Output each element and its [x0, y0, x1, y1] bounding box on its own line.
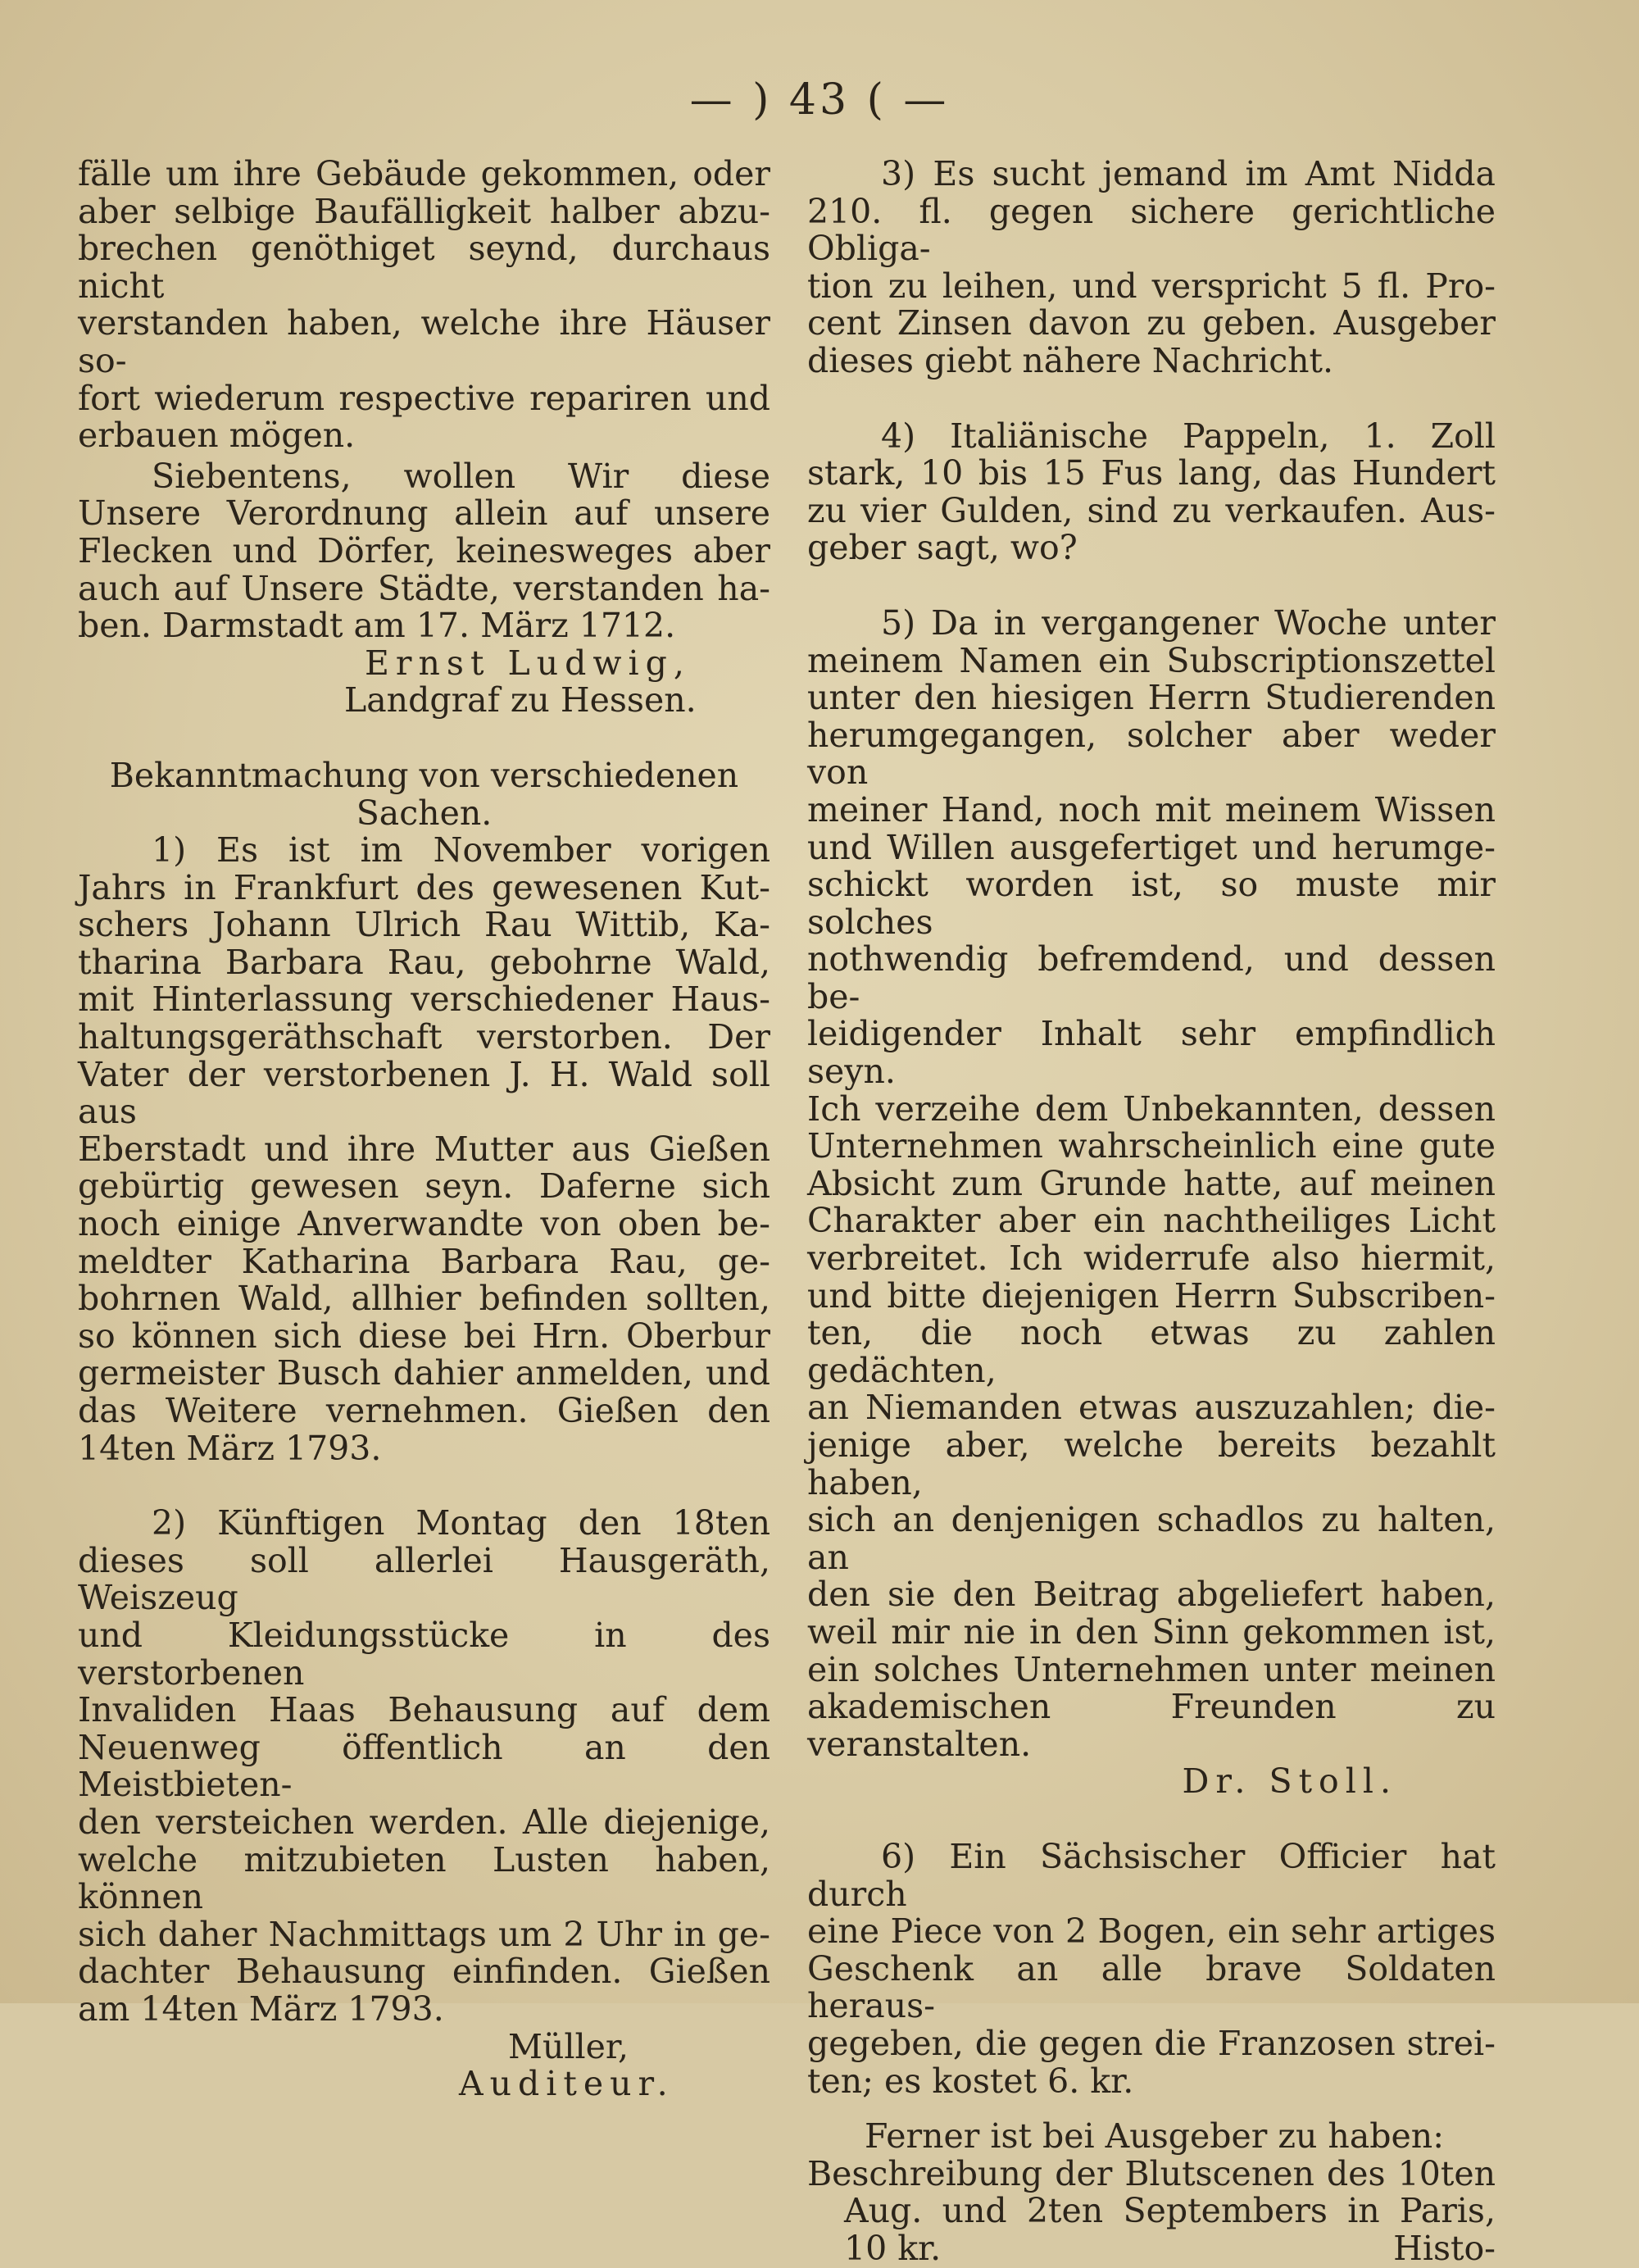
text-line: aber selbige Baufälligkeit halber abzu-: [78, 191, 770, 231]
text-line: Aug. und 2ten Septembers in Paris,: [844, 2191, 1496, 2231]
text-line: 3) Es sucht jemand im Amt Nidda: [881, 154, 1496, 193]
text-line: haltungsgeräthschaft verstorben. Der: [78, 1017, 770, 1057]
text-line: sich an denjenigen schadlos zu halten, an: [807, 1500, 1496, 1577]
seventh-paragraph: [78, 458, 770, 720]
text-line: gebürtig gewesen seyn. Daferne sich: [78, 1166, 770, 1207]
text-line: gegeben, die gegen die Franzosen strei-: [807, 2023, 1496, 2063]
signature-name: Dr. Stoll.: [1182, 1761, 1397, 1802]
text-line: und Willen ausgefertiget und herumge-: [807, 827, 1496, 867]
text-line: bohrnen Wald, allhier befinden sollten,: [78, 1279, 770, 1319]
text-line: meinem Namen ein Subscriptionszettel: [807, 640, 1496, 680]
section-heading-cont: Sachen.: [356, 793, 493, 833]
text-line: ein solches Unternehmen unter meinen: [807, 1649, 1496, 1689]
text-line: schers Johann Ulrich Rau Wittib, Ka-: [78, 905, 770, 945]
text-line: den sie den Beitrag abgeliefert haben,: [807, 1575, 1496, 1615]
text-line: nothwendig befremdend, und dessen be-: [807, 939, 1496, 1016]
price-line: [807, 2230, 1496, 2268]
signature-name: Müller,: [508, 2026, 629, 2066]
left-column: [78, 156, 770, 2103]
text-line: leidigender Inhalt sehr empfindlich seyn.: [807, 1014, 1496, 1092]
text-line: ten, die noch etwas zu zahlen gedächten,: [807, 1313, 1496, 1390]
text-line: Geschenk an alle brave Soldaten heraus-: [807, 1948, 1496, 2026]
text-line: erbauen mögen.: [78, 416, 356, 456]
text-line: dieses soll allerlei Hausgeräth, Weiszeug: [78, 1540, 770, 1618]
text-line: schickt worden ist, so muste mir solches: [807, 865, 1496, 942]
text-line: Absicht zum Grunde hatte, auf meinen: [807, 1163, 1496, 1203]
text-line: 5) Da in vergangener Woche unter: [881, 602, 1496, 643]
text-line: ten; es kostet 6. kr.: [807, 2061, 1134, 2101]
text-line: eine Piece von 2 Bogen, ein sehr artiges: [807, 1911, 1496, 1952]
text-line: verstanden haben, welche ihre Häuser so-: [78, 303, 770, 380]
text-line: zu vier Gulden, sind zu verkaufen. Aus-: [807, 490, 1496, 530]
text-line: Jahrs in Frankfurt des gewesenen Kut-: [78, 867, 770, 907]
notice-5: [807, 602, 1496, 1802]
text-line: welche mitzubieten Lusten haben, können: [78, 1839, 770, 1917]
text-line: herumgegangen, solcher aber weder von: [807, 715, 1496, 793]
text-line: meiner Hand, noch mit meinem Wissen: [807, 789, 1496, 829]
text-line: brechen genöthiget seynd, durchaus nicht: [78, 229, 770, 306]
text-line: Vater der verstorbenen J. H. Wald soll aus: [78, 1054, 770, 1132]
text-line: Ferner ist bei Ausgeber zu haben:: [865, 2116, 1445, 2157]
text-line: fort wiederum respective repariren und: [78, 378, 770, 418]
price: 10 kr.: [844, 2228, 942, 2268]
text-line: Neuenweg öffentlich an den Meistbieten-: [78, 1727, 770, 1805]
text-line: akademischen Freunden zu veranstalten.: [807, 1687, 1496, 1764]
text-line: mit Hinterlassung verschiedener Haus-: [78, 979, 770, 1020]
text-line: 4) Italiänische Pappeln, 1. Zoll: [881, 416, 1496, 456]
text-line: Invaliden Haas Behausung auf dem: [78, 1690, 770, 1730]
text-line: und Kleidungsstücke in des verstorbenen: [78, 1615, 770, 1693]
text-line: weil mir nie in den Sinn gekommen ist,: [807, 1611, 1496, 1652]
text-line: tion zu leihen, und verspricht 5 fl. Pro-: [807, 266, 1496, 306]
text-line: stark, 10 bis 15 Fus lang, das Hundert: [807, 453, 1496, 493]
text-line: 6) Ein Sächsischer Officier hat durch: [807, 1836, 1496, 1914]
text-line: jenige aber, welche bereits bezahlt haben,: [807, 1425, 1496, 1502]
text-line: Unsere Verordnung allein auf unsere: [78, 493, 770, 534]
catchword: Histo-: [1393, 2228, 1496, 2268]
text-line: so können sich diese bei Hrn. Oberbur: [78, 1316, 770, 1356]
text-line: auch auf Unsere Städte, verstanden ha-: [78, 568, 770, 608]
continued-text: [78, 156, 770, 455]
text-line: am 14ten März 1793.: [78, 1988, 444, 2029]
notice-2: [78, 1505, 770, 2103]
section-heading: Bekanntmachung von verschiedenen: [109, 755, 739, 795]
text-line: 1) Es ist im November vorigen: [152, 830, 770, 870]
text-line: verbreitet. Ich widerrufe also hiermit,: [807, 1239, 1496, 1279]
book-advertisement: [807, 2118, 1496, 2267]
text-line: Ich verzeihe dem Unbekannten, dessen: [807, 1089, 1496, 1129]
notice-3: [807, 156, 1496, 380]
text-line: 2) Künftigen Montag den 18ten: [152, 1503, 770, 1543]
page-number: — ) 43 ( —: [689, 75, 950, 125]
text-line: Charakter aber ein nachtheiliges Licht: [807, 1201, 1496, 1241]
text-line: und bitte diejenigen Herrn Subscriben-: [807, 1275, 1496, 1316]
text-line: dieses giebt nähere Nachricht.: [807, 340, 1334, 380]
text-line: tharina Barbara Rau, gebohrne Wald,: [78, 942, 770, 982]
text-line: Siebentens, wollen Wir diese: [152, 456, 770, 496]
text-line: meldter Katharina Barbara Rau, ge-: [78, 1241, 770, 1281]
text-line: geber sagt, wo?: [807, 528, 1078, 568]
text-line: 210. fl. gegen sichere gerichtliche Obliga-: [807, 191, 1496, 269]
text-line: fälle um ihre Gebäude gekommen, oder: [78, 154, 770, 193]
text-line: cent Zinsen davon zu geben. Ausgeber: [807, 303, 1496, 343]
text-line: Beschreibung der Blutscenen des 10ten: [807, 2153, 1496, 2193]
text-line: Unternehmen wahrscheinlich eine gute: [807, 1126, 1496, 1166]
text-line: Flecken und Dörfer, keinesweges aber: [78, 530, 770, 570]
text-line: 14ten März 1793.: [78, 1428, 382, 1468]
signature-title: Landgraf zu Hessen.: [344, 680, 697, 720]
signature-title: Auditeur.: [459, 2064, 674, 2104]
text-line: an Niemanden etwas auszuzahlen; die-: [807, 1388, 1496, 1428]
right-column: [807, 156, 1496, 2267]
text-line: noch einige Anverwandte von oben be-: [78, 1204, 770, 1244]
text-line: germeister Busch dahier anmelden, und: [78, 1353, 770, 1393]
notice-6: [807, 1838, 1496, 2100]
notice-4: [807, 418, 1496, 567]
signature-name: Ernst Ludwig,: [365, 643, 691, 683]
text-line: unter den hiesigen Herrn Studierenden: [807, 678, 1496, 718]
text-line: ben. Darmstadt am 17. März 1712.: [78, 606, 676, 646]
text-line: Eberstadt und ihre Mutter aus Gießen: [78, 1129, 770, 1169]
notice-1: [78, 832, 770, 1467]
text-line: sich daher Nachmittags um 2 Uhr in ge-: [78, 1914, 770, 1954]
text-line: das Weitere vernehmen. Gießen den: [78, 1391, 770, 1430]
text-line: dachter Behausung einfinden. Gießen: [78, 1952, 770, 1992]
text-line: den versteichen werden. Alle diejenige,: [78, 1802, 770, 1842]
